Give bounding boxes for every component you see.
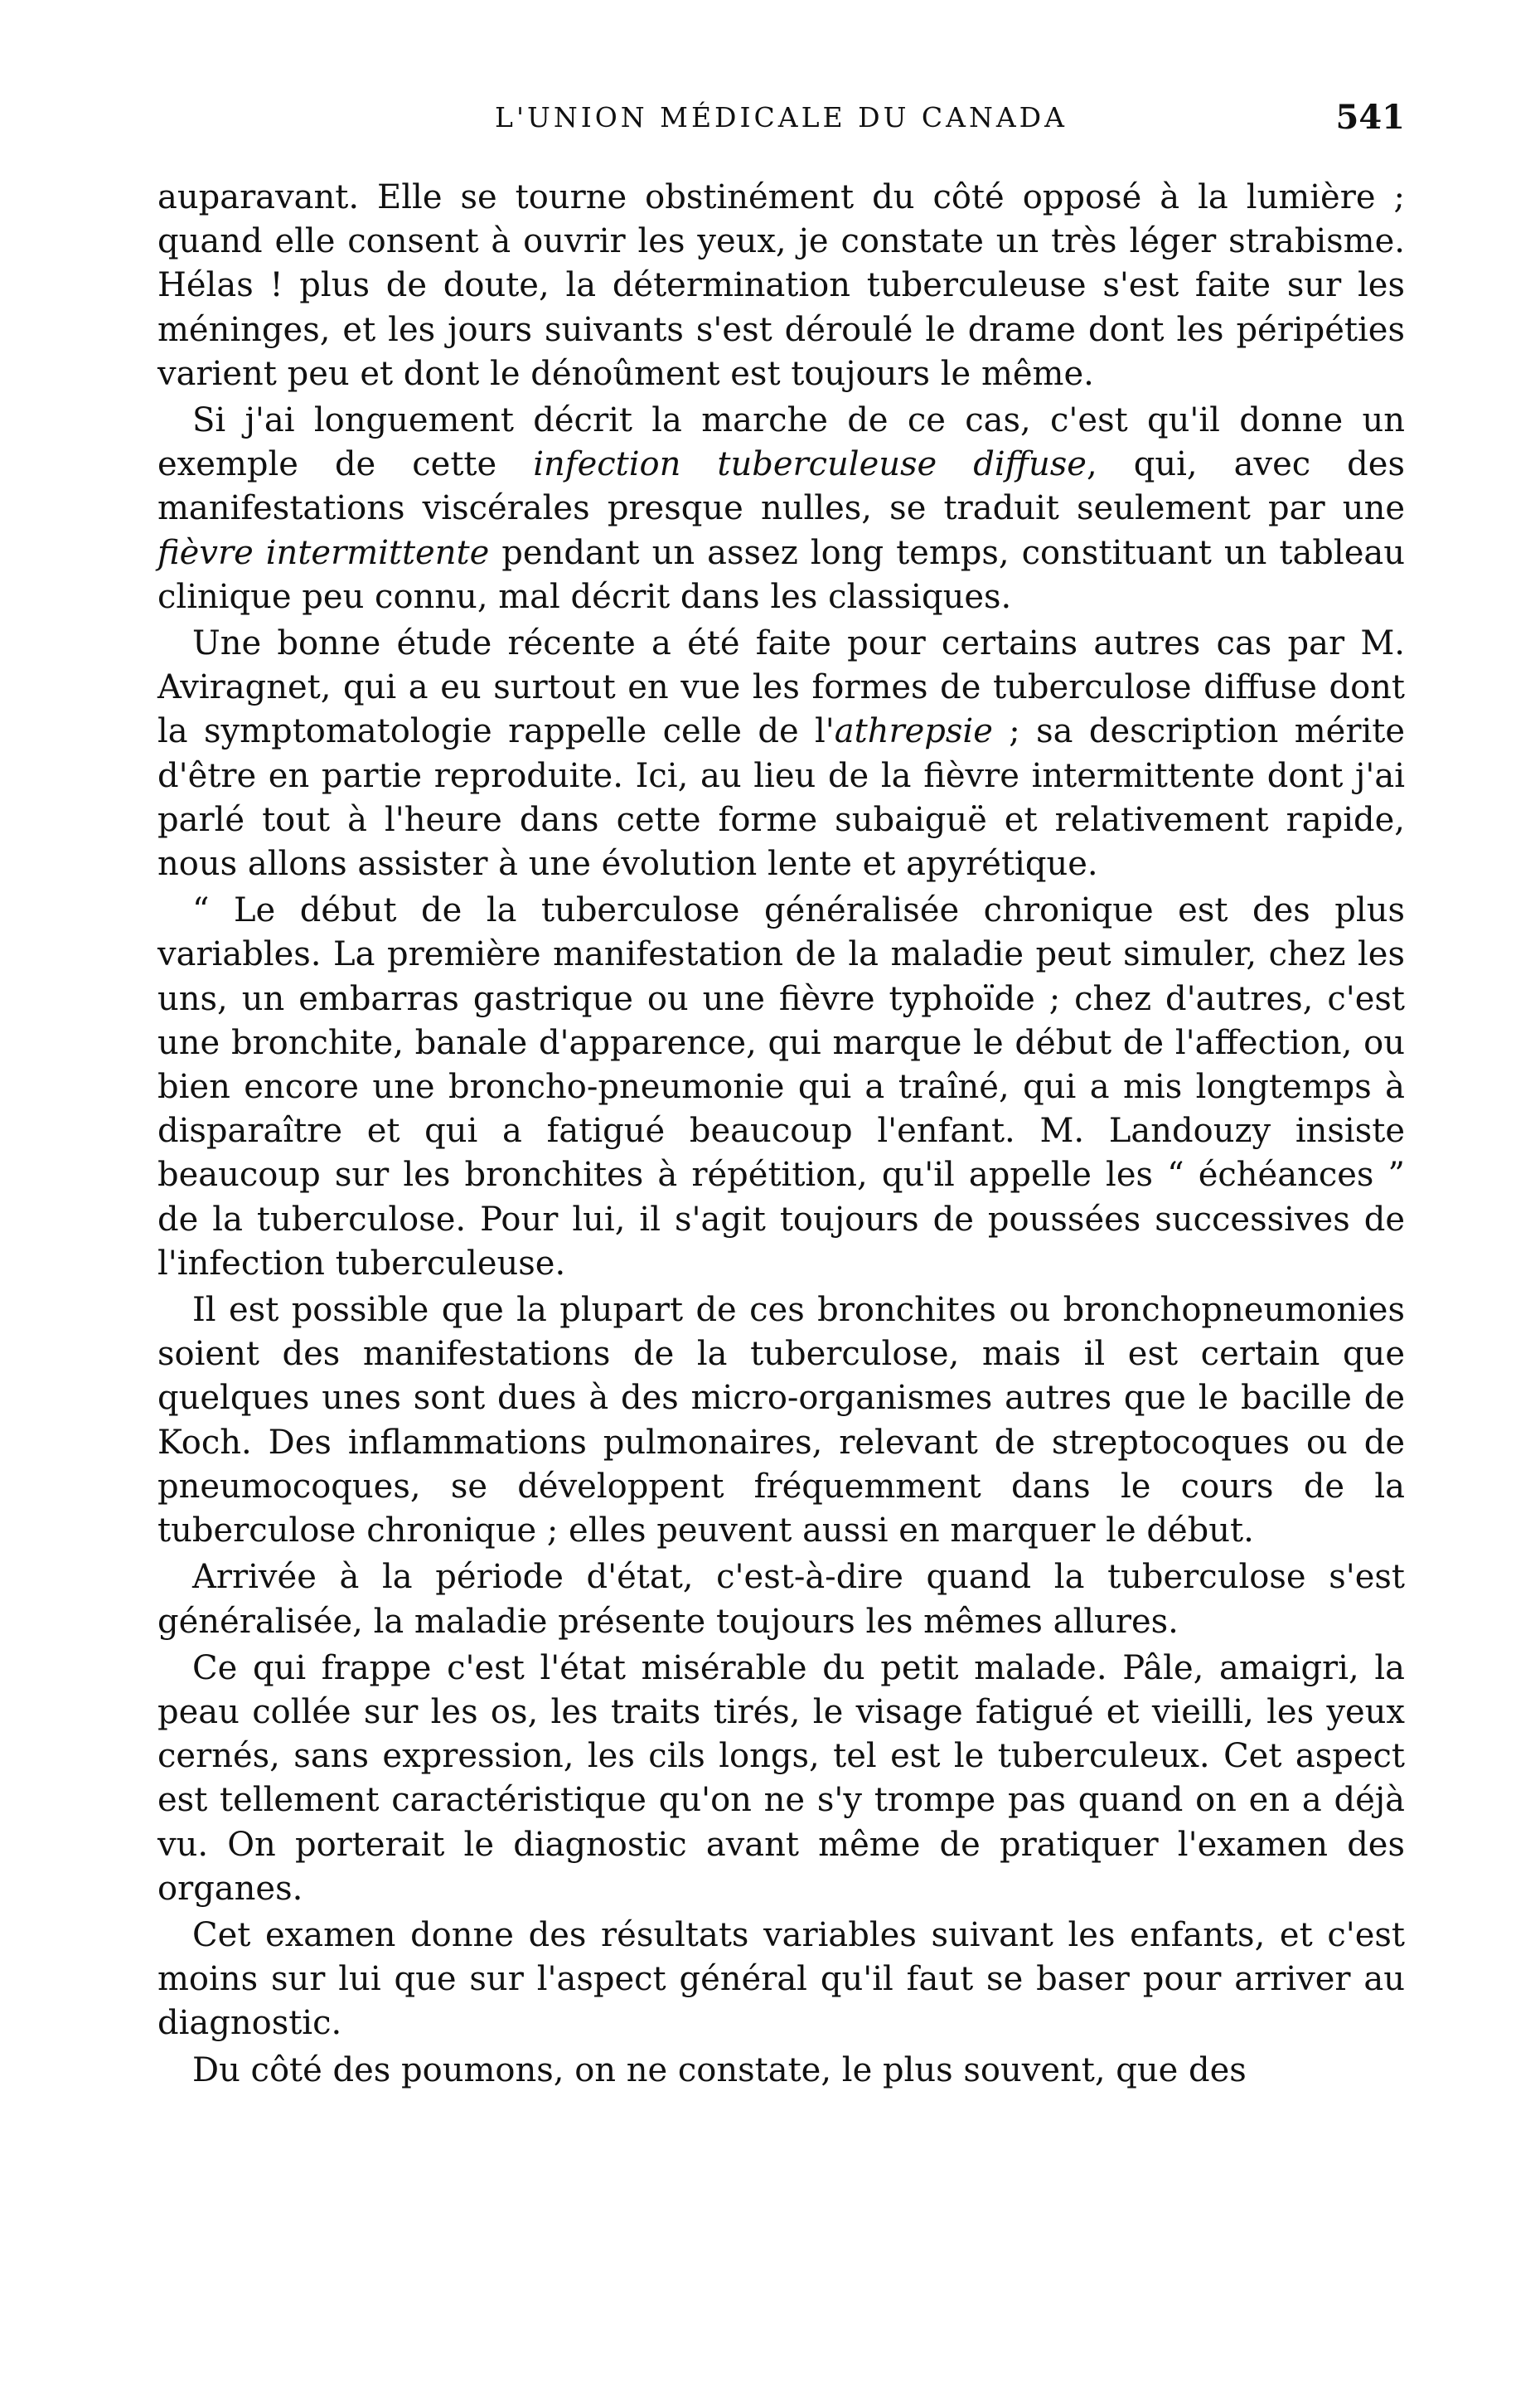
paragraph-text: pendant un assez long temps, constituant un tableau clinique peu connu, mal décrit dans les classiques.	[157, 533, 1405, 616]
paragraph-text: auparavant. Elle se tourne obstinément du côté opposé à la lumière ; quand elle consent à ouvrir les yeux, je constate un très léger strabisme. Hélas ! plus de doute, la détermination tuberculeuse s'est faite sur les méninges, et les jours suivants s'est déroulé le drame dont les péripéties varient peu et dont le dénoûment est toujours le même.	[157, 178, 1405, 393]
italic-phrase: fièvre intermittente	[157, 533, 490, 572]
paragraph-7	[157, 1647, 1405, 1911]
paragraph-5	[157, 1288, 1405, 1553]
paragraph-2	[157, 399, 1405, 619]
italic-phrase: athrepsie	[834, 712, 993, 751]
paragraph-text: ; sa description mérite d'être en partie reproduite. Ici, au lieu de la fièvre intermittente dont j'ai parlé tout à l'heure dans cette forme subaiguë et relativement rapide, nous allons assister à une évolution lente et apyrétique.	[157, 712, 1405, 884]
paragraph-text: Si j'ai longuement décrit la marche de ce cas, c'est qu'il donne un exemple de cette	[157, 401, 1405, 484]
paragraph-6	[157, 1555, 1405, 1643]
italic-phrase: infection tuberculeuse diffuse	[533, 445, 1087, 484]
paragraph-text: Il est possible que la plupart de ces bronchites ou bronchopneumonies soient des manifestations de la tuberculose, mais il est certain que quelques unes sont dues à des micro-organismes autres que le bacille de Koch. Des inflammations pulmonaires, relevant de streptocoques ou de pneumocoques, se développent fréquemment dans le cours de la tuberculose chronique ; elles peuvent aussi en marquer le début.	[157, 1291, 1405, 1550]
paragraph-text: , qui, avec des manifestations viscérales presque nulles, se traduit seulement par une	[157, 445, 1405, 528]
paragraph-8	[157, 1914, 1405, 2046]
paragraph-text: Ce qui frappe c'est l'état misérable du petit malade. Pâle, amaigri, la peau collée sur les os, les traits tirés, le visage fatigué et vieilli, les yeux cernés, sans expression, les cils longs, tel est le tuberculeux. Cet aspect est tellement caractéristique qu'on ne s'y trompe pas quand on en a déjà vu. On porterait le diagnostic avant même de pratiquer l'examen des organes.	[157, 1648, 1405, 1908]
paragraph-text: Du côté des poumons, on ne constate, le plus souvent, que des	[192, 2050, 1247, 2089]
paragraph-9	[157, 2049, 1405, 2093]
paragraph-text: “ Le début de la tuberculose généralisée chronique est des plus variables. La première manifestation de la maladie peut simuler, chez les uns, un embarras gastrique ou une fièvre typhoïde ; chez d'autres, c'est une bronchite, banale d'apparence, qui marque le début de l'affection, ou bien encore une broncho-pneumonie qui a traîné, qui a mis longtemps à disparaître et qui a fatigué beaucoup l'enfant. M. Landouzy insiste beaucoup sur les bronchites à répétition, qu'il appelle les “ échéances ” de la tuberculose. Pour lui, il s'agit toujours de poussées successives de l'infection tuberculeuse.	[157, 891, 1405, 1283]
running-head	[157, 93, 1405, 143]
paragraph-text: Arrivée à la période d'état, c'est-à-dire quand la tuberculose s'est généralisée, la maladie présente toujours les mêmes allures.	[157, 1558, 1405, 1641]
running-title: L'UNION MÉDICALE DU CANADA	[495, 101, 1068, 133]
paragraph-4	[157, 889, 1405, 1286]
page-number: 541	[1335, 98, 1405, 137]
body-text	[157, 176, 1405, 2093]
paragraph-text: Cet examen donne des résultats variables suivant les enfants, et c'est moins sur lui que sur l'aspect général qu'il faut se baser pour arriver au diagnostic.	[157, 1915, 1405, 2043]
paragraph-1	[157, 176, 1405, 396]
paragraph-text: Une bonne étude récente a été faite pour certains autres cas par M. Aviragnet, qui a eu surtout en vue les formes de tuberculose diffuse dont la symptomatologie rappelle celle de l'	[157, 624, 1405, 751]
paragraph-3	[157, 622, 1405, 886]
